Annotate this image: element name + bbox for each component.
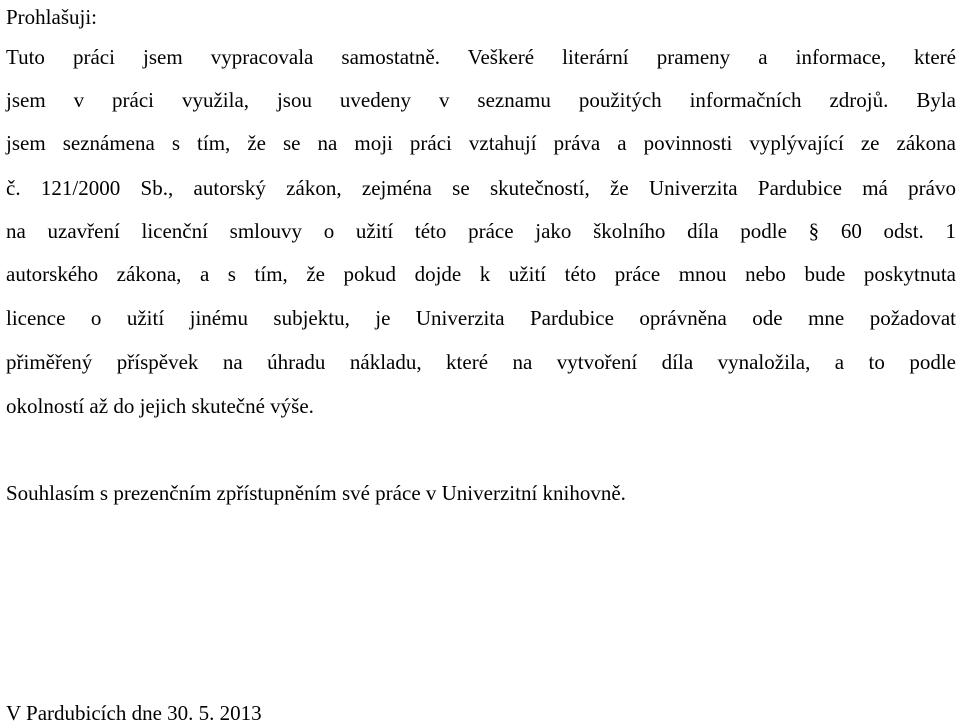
paragraph-line: okolností až do jejich skutečné výše.: [6, 394, 314, 418]
declaration-heading: Prohlašuji:: [6, 5, 98, 29]
place-and-date: V Pardubicích dne 30. 5. 2013: [6, 701, 262, 725]
paragraph-line: č. 121/2000 Sb., autorský zákon, zejména se skutečností, že Univerzita Pardubice má právo: [6, 176, 956, 200]
paragraph-line: přiměřený příspěvek na úhradu nákladu, které na vytvoření díla vynaložila, a to podle: [6, 350, 956, 374]
paragraph-line: jsem v práci využila, jsou uvedeny v seznamu použitých informačních zdrojů. Byla: [6, 88, 956, 112]
paragraph-line: Tuto práci jsem vypracovala samostatně. Veškeré literární prameny a informace, které: [6, 45, 956, 69]
paragraph-line: autorského zákona, a s tím, že pokud dojde k užití této práce mnou nebo bude poskytnuta: [6, 262, 956, 286]
paragraph-line: licence o užití jinému subjektu, je Univerzita Pardubice oprávněna ode mne požadovat: [6, 306, 956, 330]
consent-statement: Souhlasím s prezenčním zpřístupněním své práce v Univerzitní knihovně.: [6, 481, 626, 505]
paragraph-line: jsem seznámena s tím, že se na moji práci vztahují práva a povinnosti vyplývající ze zákona: [6, 131, 956, 155]
paragraph-line: na uzavření licenční smlouvy o užití této práce jako školního díla podle § 60 odst. 1: [6, 219, 956, 243]
